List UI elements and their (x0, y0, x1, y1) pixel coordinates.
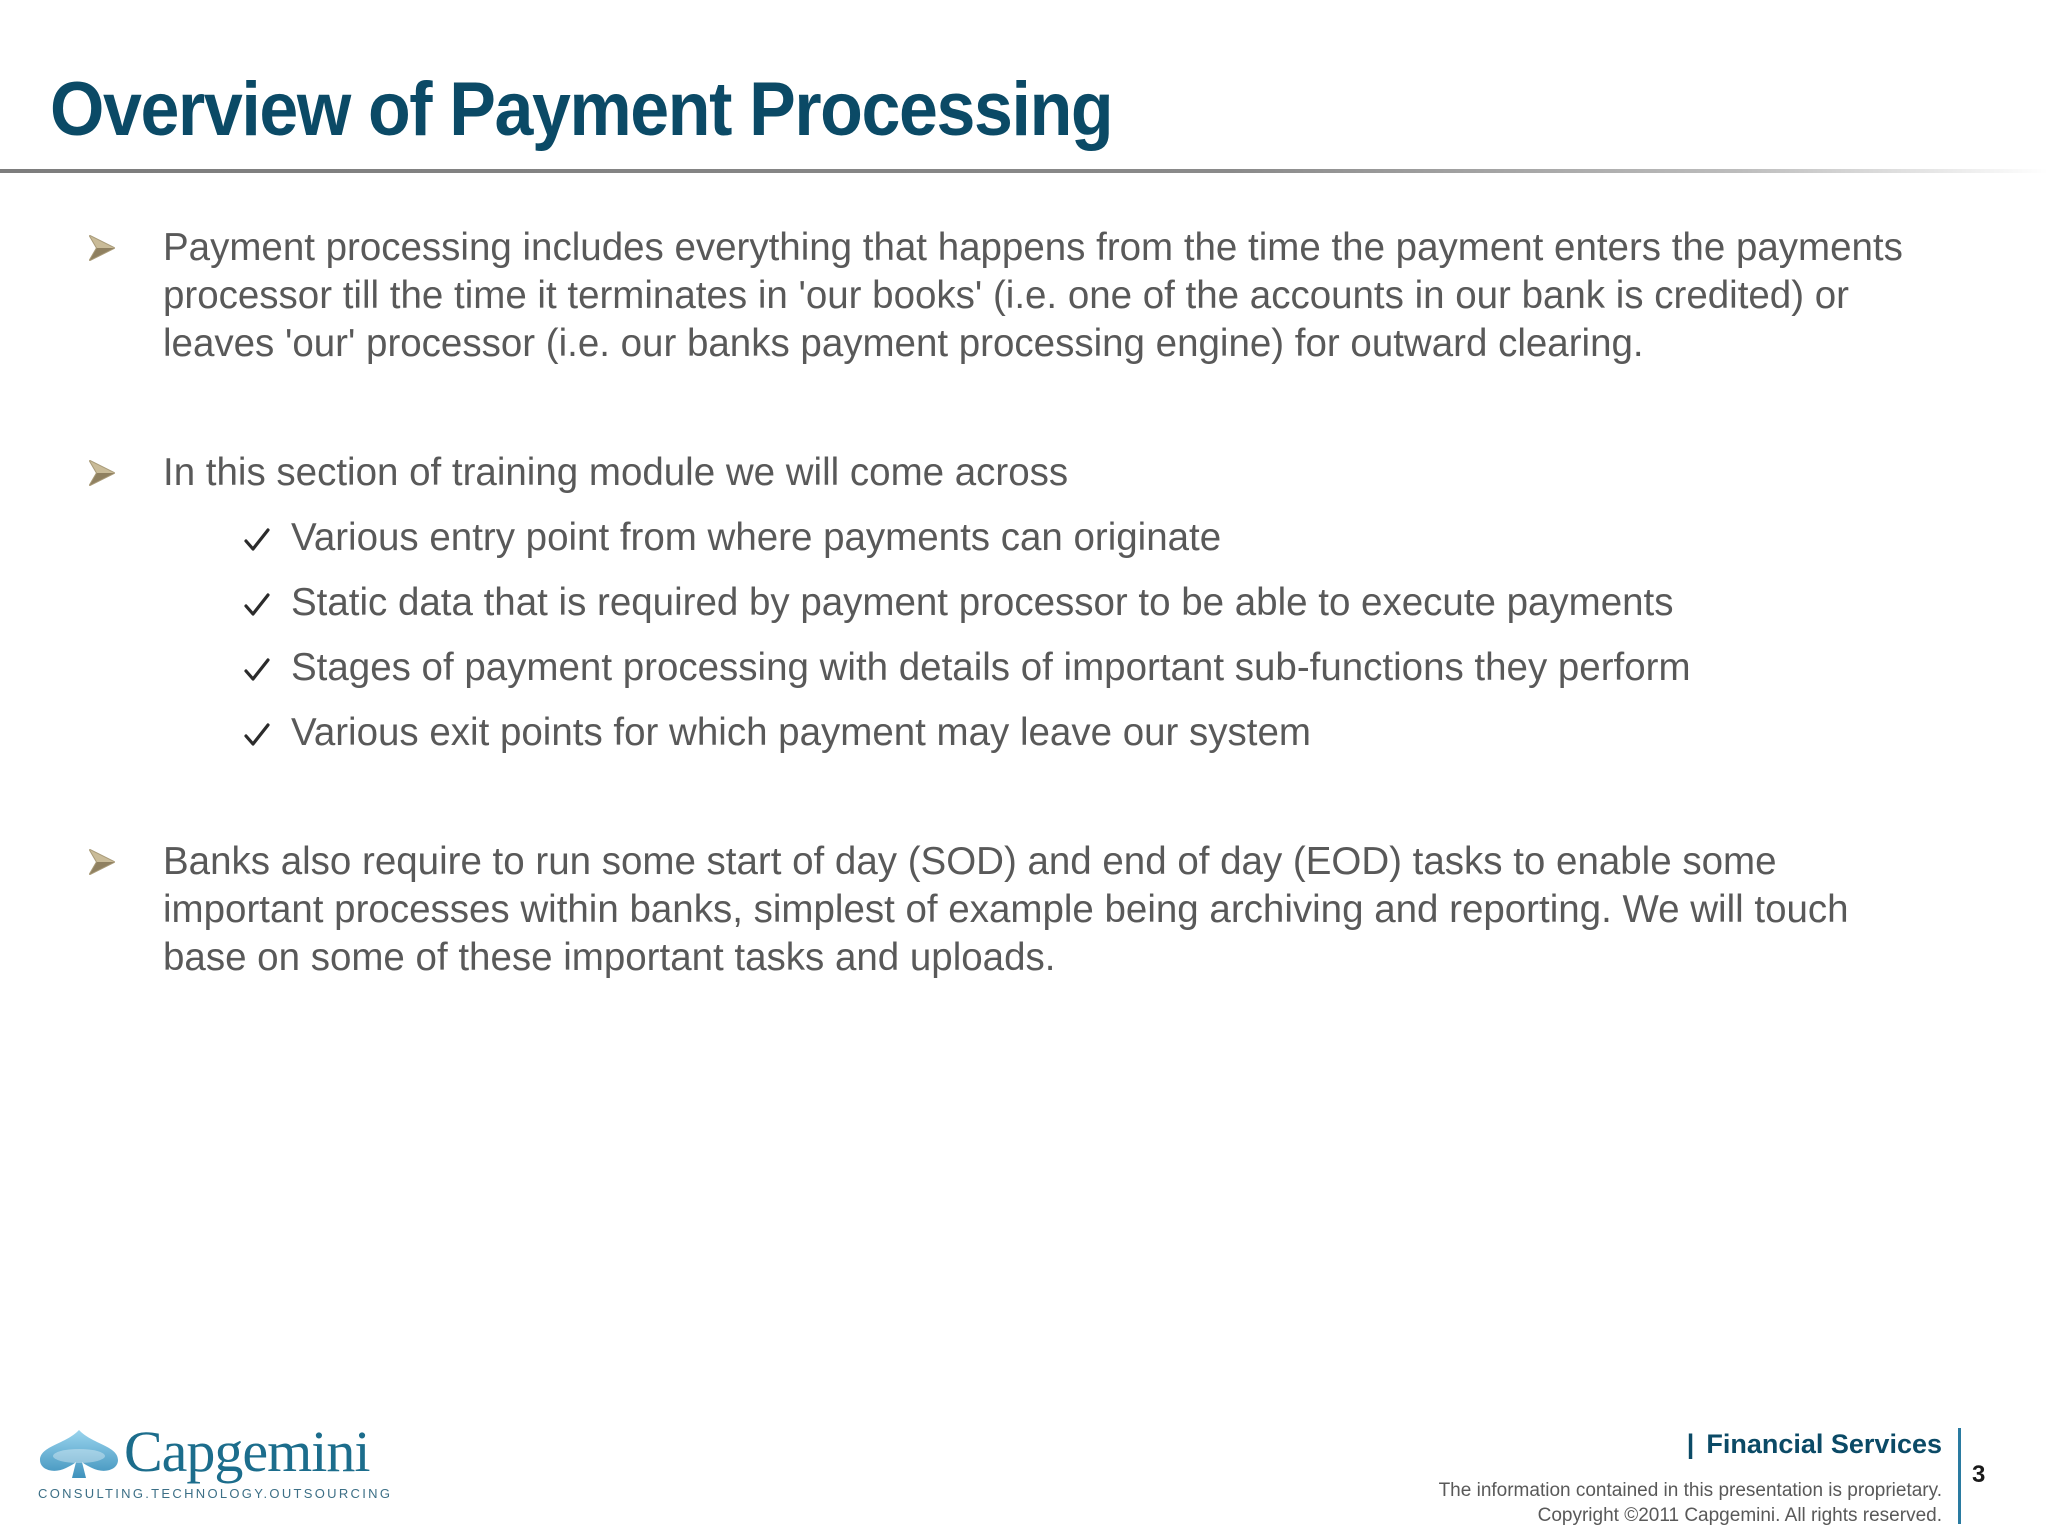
sub-list-item (0, 709, 2048, 769)
sub-list-item (0, 644, 2048, 704)
page-number: 3 (1972, 1461, 1986, 1488)
checkmark-icon (243, 591, 271, 619)
footer-section-name: Financial Services (1706, 1429, 1942, 1459)
sub-list-item (0, 579, 2048, 639)
logo-tagline: CONSULTING.TECHNOLOGY.OUTSOURCING (38, 1486, 393, 1501)
checkmark-icon (243, 656, 271, 684)
logo-wordmark: Capgemini (124, 1419, 370, 1484)
capgemini-logo (36, 1419, 393, 1510)
footer-notice-line: Copyright ©2011 Capgemini. All rights reserved. (1537, 1505, 1942, 1526)
footer-pipe: | (1686, 1429, 1695, 1459)
sub-item-text: Various entry point from where payments can originate (291, 516, 1222, 559)
footer-divider (1958, 1428, 1961, 1524)
title-divider (0, 169, 2048, 173)
bullet-text: Payment processing includes everything that happens from the time the payment enters the payments processor till the time it terminates in 'our books' (i.e. one of the accounts in our bank is credited) or leaves 'our' processor (i.e. our banks payment processing engine) for outward clearing. (163, 226, 1903, 365)
checkmark-icon (243, 526, 271, 554)
arrow-bullet-icon (88, 848, 116, 876)
slide-title: Overview of Payment Processing (50, 67, 1113, 152)
checkmark-icon (243, 721, 271, 749)
sub-list-item (0, 514, 2048, 574)
bullet-text: Banks also require to run some start of day (SOD) and end of day (EOD) tasks to enable some important processes within banks, simplest of example being archiving and reporting. We will touch base on some of these important tasks and uploads. (163, 840, 1849, 979)
footer-notice-line: The information contained in this presentation is proprietary. (1438, 1480, 1942, 1501)
spade-logo-icon (36, 1426, 122, 1482)
bullet-text: In this section of training module we will come across (163, 451, 1069, 494)
sub-item-text: Static data that is required by payment processor to be able to execute payments (291, 581, 1674, 624)
footer-notice (1439, 1478, 1942, 1528)
arrow-bullet-icon (88, 234, 116, 262)
sub-item-text: Various exit points for which payment may leave our system (291, 711, 1311, 754)
sub-item-text: Stages of payment processing with details of important sub-functions they perform (291, 646, 1691, 689)
arrow-bullet-icon (88, 459, 116, 487)
footer-section-label (1687, 1428, 1942, 1460)
